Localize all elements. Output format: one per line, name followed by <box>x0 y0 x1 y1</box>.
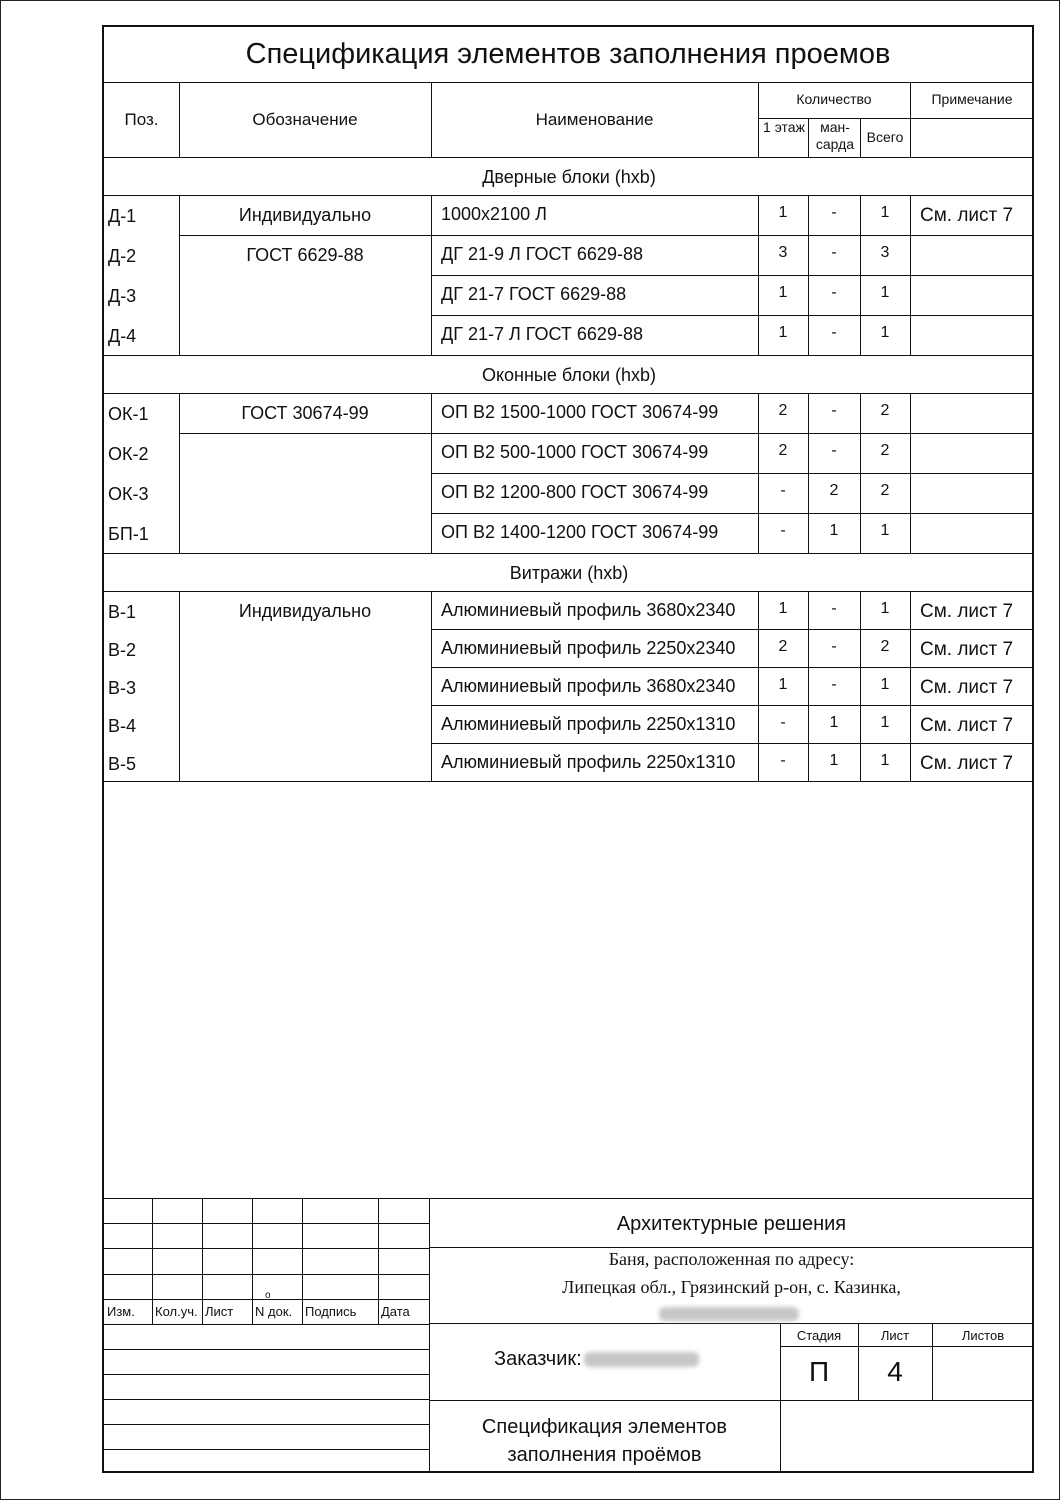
stamp-column-label: Изм. <box>107 1304 135 1319</box>
stamp-customer-label: Заказчик: <box>494 1348 582 1370</box>
row-note: См. лист 7 <box>920 715 1014 736</box>
header-pos: Поз. <box>124 110 159 129</box>
row-qty-total: 1 <box>880 204 890 221</box>
rule <box>104 355 1034 356</box>
row-qty-attic: - <box>831 600 837 617</box>
rule <box>431 591 432 781</box>
row-qty-attic: 1 <box>829 752 839 769</box>
rule <box>104 1223 429 1224</box>
rule <box>104 1274 429 1275</box>
rule <box>152 1198 153 1324</box>
row-pos: Д-4 <box>108 326 137 346</box>
row-pos: В-3 <box>108 678 137 698</box>
stamp-doc-number-superscript: о <box>265 1290 271 1301</box>
row-name: ОП В2 1400-1200 ГОСТ 30674-99 <box>441 522 719 542</box>
rule <box>104 553 1034 554</box>
row-note: См. лист 7 <box>920 753 1014 774</box>
rule <box>431 275 1034 276</box>
row-qty-floor1: 2 <box>778 638 788 655</box>
row-name: Алюминиевый профиль 3680x2340 <box>441 600 736 620</box>
row-pos: БП-1 <box>108 524 149 544</box>
rule <box>104 1198 1034 1199</box>
row-qty-attic: - <box>831 676 837 693</box>
rule <box>910 591 911 781</box>
row-qty-floor1: 1 <box>778 324 788 341</box>
rule <box>431 629 1034 630</box>
row-qty-floor1: - <box>780 714 786 731</box>
stamp-stage-value: П <box>808 1356 830 1387</box>
row-qty-attic: 2 <box>829 482 839 499</box>
row-qty-total: 2 <box>880 482 890 499</box>
row-qty-attic: - <box>831 638 837 655</box>
rule <box>429 1400 1034 1401</box>
rule <box>179 235 431 236</box>
row-name: 1000x2100 Л <box>441 204 547 224</box>
row-qty-attic: - <box>831 244 837 261</box>
row-qty-total: 1 <box>880 600 890 617</box>
row-designation: ГОСТ 30674-99 <box>241 403 369 423</box>
rule <box>104 1248 429 1249</box>
row-qty-attic: - <box>831 284 837 301</box>
rule <box>104 1374 429 1375</box>
stamp-sheets-label: Листов <box>961 1328 1005 1343</box>
rule <box>104 195 1034 196</box>
rule <box>808 118 809 157</box>
row-name: ОП В2 500-1000 ГОСТ 30674-99 <box>441 442 709 462</box>
row-pos: ОК-2 <box>108 444 149 464</box>
row-pos: Д-3 <box>108 286 137 306</box>
rule <box>431 743 1034 744</box>
row-qty-attic: 1 <box>829 522 839 539</box>
stamp-column-label: Дата <box>381 1304 410 1319</box>
row-name: Алюминиевый профиль 3680x2340 <box>441 676 736 696</box>
section-title: Дверные блоки (hxb) <box>482 167 656 187</box>
header-designation: Обозначение <box>252 110 358 129</box>
rule <box>104 781 1034 782</box>
row-qty-attic: - <box>831 442 837 459</box>
row-designation: ГОСТ 6629-88 <box>246 245 364 265</box>
row-qty-total: 2 <box>880 638 890 655</box>
rule <box>104 1399 429 1400</box>
row-name: Алюминиевый профиль 2250x2340 <box>441 638 736 658</box>
stamp-address-line2: Липецкая обл., Грязинский р-он, с. Казинка, <box>562 1277 901 1297</box>
redacted-customer <box>584 1352 699 1367</box>
stamp-drawing-title-line1: Спецификация элементов <box>481 1416 728 1438</box>
rule <box>431 667 1034 668</box>
rule <box>104 82 1034 83</box>
row-qty-total: 1 <box>880 714 890 731</box>
redacted-address <box>659 1307 799 1321</box>
rule <box>302 1198 303 1324</box>
row-qty-total: 2 <box>880 442 890 459</box>
stamp-address-line1: Баня, расположенная по адресу: <box>608 1249 855 1269</box>
row-qty-floor1: 1 <box>778 600 788 617</box>
row-name: Алюминиевый профиль 2250x1310 <box>441 752 736 772</box>
row-name: ДГ 21-9 Л ГОСТ 6629-88 <box>441 244 643 264</box>
drawing-frame <box>102 25 1034 1473</box>
row-pos: В-4 <box>108 716 137 736</box>
row-qty-total: 1 <box>880 752 890 769</box>
rule <box>179 433 431 434</box>
row-qty-floor1: - <box>780 522 786 539</box>
rule <box>780 1346 1034 1347</box>
header-total: Всего <box>866 129 904 145</box>
row-qty-attic: - <box>831 402 837 419</box>
row-qty-floor1: 3 <box>778 244 788 261</box>
row-pos: ОК-1 <box>108 404 149 424</box>
row-qty-floor1: 2 <box>778 402 788 419</box>
rule <box>202 1198 203 1324</box>
stamp-sheet-value: 4 <box>887 1356 903 1387</box>
page-title: Спецификация элементов заполнения проемов <box>245 38 891 70</box>
rule <box>104 1349 429 1350</box>
row-name: Алюминиевый профиль 2250x1310 <box>441 714 736 734</box>
row-pos: В-1 <box>108 602 137 622</box>
stamp-column-label: Подпись <box>305 1304 357 1319</box>
row-note: См. лист 7 <box>920 601 1014 622</box>
row-note: См. лист 7 <box>920 677 1014 698</box>
header-name: Наименование <box>535 110 654 129</box>
rule <box>431 315 1034 316</box>
row-pos: В-5 <box>108 754 137 774</box>
row-pos: В-2 <box>108 640 137 660</box>
row-name: ДГ 21-7 Л ГОСТ 6629-88 <box>441 324 643 344</box>
row-name: ДГ 21-7 ГОСТ 6629-88 <box>441 284 627 304</box>
stamp-sheet-label: Лист <box>880 1328 910 1343</box>
row-qty-total: 3 <box>880 244 890 261</box>
row-qty-total: 1 <box>880 324 890 341</box>
row-designation: Индивидуально <box>238 205 372 225</box>
rule <box>104 1449 429 1450</box>
row-qty-floor1: 1 <box>778 676 788 693</box>
rule <box>104 157 1034 158</box>
row-qty-attic: 1 <box>829 714 839 731</box>
section-title: Оконные блоки (hxb) <box>481 365 657 385</box>
row-qty-attic: - <box>831 324 837 341</box>
row-name: ОП В2 1200-800 ГОСТ 30674-99 <box>441 482 709 502</box>
rule <box>431 433 1034 434</box>
row-qty-total: 1 <box>880 522 890 539</box>
row-pos: Д-2 <box>108 246 137 266</box>
header-attic: ман- сарда <box>815 119 855 152</box>
stamp-stage-label: Стадия <box>796 1328 842 1343</box>
row-qty-floor1: - <box>780 752 786 769</box>
rule <box>378 1198 379 1324</box>
row-qty-total: 1 <box>880 284 890 301</box>
rule <box>429 1323 1034 1324</box>
row-qty-floor1: 1 <box>778 204 788 221</box>
row-qty-attic: - <box>831 204 837 221</box>
row-qty-total: 2 <box>880 402 890 419</box>
rule <box>431 473 1034 474</box>
section-title: Витражи (hxb) <box>509 563 629 583</box>
rule <box>429 1247 1034 1248</box>
stamp-column-label: Кол.уч. <box>155 1304 198 1319</box>
row-name: ОП В2 1500-1000 ГОСТ 30674-99 <box>441 402 719 422</box>
rule <box>252 1198 253 1324</box>
rule <box>104 393 1034 394</box>
row-qty-floor1: 2 <box>778 442 788 459</box>
rule <box>431 513 1034 514</box>
rule <box>104 1424 429 1425</box>
row-qty-floor1: - <box>780 482 786 499</box>
row-pos: Д-1 <box>108 206 137 226</box>
rule <box>104 1324 429 1325</box>
stamp-drawing-title-line2: заполнения проёмов <box>507 1444 702 1466</box>
row-designation: Индивидуально <box>238 601 372 621</box>
row-note: См. лист 7 <box>920 639 1014 660</box>
header-floor1: 1 этаж <box>763 119 805 135</box>
stamp-column-label: N док. <box>255 1304 293 1319</box>
row-qty-total: 1 <box>880 676 890 693</box>
row-pos: ОК-3 <box>108 484 149 504</box>
rule <box>431 705 1034 706</box>
header-quantity: Количество <box>796 91 872 107</box>
row-qty-floor1: 1 <box>778 284 788 301</box>
header-note: Примечание <box>931 91 1013 107</box>
rule <box>431 235 1034 236</box>
stamp-section-title: Архитектурные решения <box>616 1213 847 1235</box>
row-note: См. лист 7 <box>920 205 1014 226</box>
rule <box>104 591 1034 592</box>
stamp-column-label: Лист <box>205 1304 234 1319</box>
